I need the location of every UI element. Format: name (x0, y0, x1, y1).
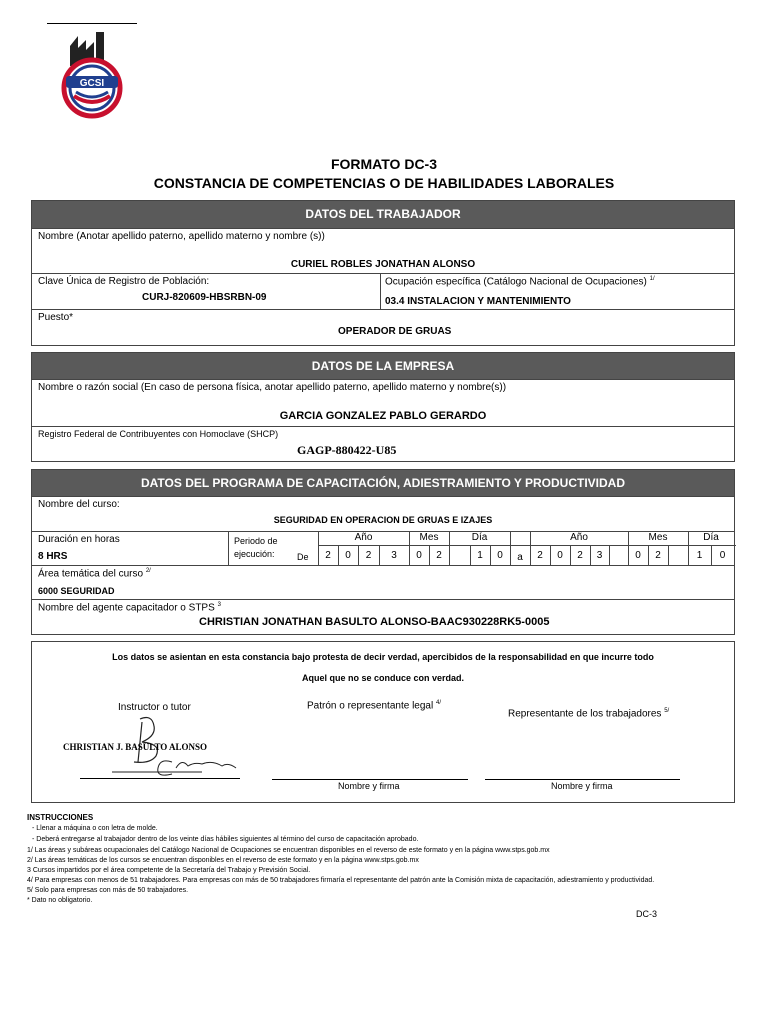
worker-name: CURIEL ROBLES JONATHAN ALONSO (290, 259, 476, 270)
duration-label: Duración en horas (38, 534, 120, 545)
agent-row (32, 600, 734, 636)
start-day-label: Día (471, 532, 488, 543)
grid-hline (530, 545, 736, 546)
start-digit: 2 (436, 550, 442, 561)
worker-section (31, 200, 735, 346)
instructions-title: INSTRUCCIONES (27, 813, 94, 822)
end-digit: 3 (596, 550, 603, 561)
period-label-2: ejecución: (234, 549, 275, 559)
grid-line (609, 545, 610, 566)
instruction-line: 3 Cursos impartidos por el área competente de la Secretaría del Trabajo y Previsión Social. (27, 867, 311, 874)
instructor-label: Instructor o tutor (118, 702, 191, 713)
company-name: GARCIA GONZALEZ PABLO GERARDO (279, 410, 487, 422)
area-value: 6000 SEGURIDAD (38, 586, 115, 596)
rfc-label: Registro Federal de Contribuyentes con Homoclave (SHCP) (38, 429, 279, 439)
footer-code: DC-3 (636, 909, 658, 919)
patron-label: Patrón o representante legal $^{4/}$ (307, 700, 441, 712)
duration-row (32, 532, 734, 566)
protest-line-1: Los datos se asientan en esta constancia bajo protesta de decir verdad, apercibidos de la responsabilidad en que incurre todo (112, 652, 654, 662)
company-rfc-row (32, 427, 734, 463)
area-label: Área temática del curso $^{2/}$ (38, 568, 151, 580)
instruction-line: - Llenar a máquina o con letra de molde. (32, 825, 158, 832)
end-digit: 0 (557, 550, 563, 561)
course-label: Nombre del curso: (38, 499, 120, 510)
company-section (31, 352, 735, 462)
protest-line-2: Aquel que no se conduce con verdad. (301, 673, 465, 683)
duration-divider (228, 532, 229, 566)
rfc-value: GAGP-880422-U85 (297, 443, 397, 457)
worker-name-label: Nombre (Anotar apellido paterno, apellido materno y nombre (s)) (38, 231, 325, 242)
program-section (31, 469, 735, 635)
period-a: a (517, 552, 523, 563)
curp-divider (380, 274, 381, 310)
start-digit: 2 (325, 550, 331, 561)
course-value: SEGURIDAD EN OPERACION DE GRUAS E IZAJES (273, 515, 493, 525)
agent-value: CHRISTIAN JONATHAN BASULTO ALONSO-BAAC930228RK5-0005 (199, 616, 550, 628)
duration-value: 8 HRS (38, 551, 68, 562)
form-subtitle: CONSTANCIA DE COMPETENCIAS O DE HABILIDADES LABORALES (153, 175, 615, 191)
worker-curp-row (32, 274, 734, 310)
course-row (32, 497, 734, 532)
representative-sign-line (485, 779, 680, 780)
company-name-label: Nombre o razón social (En caso de persona física, anotar apellido paterno, apellido materno y nombre(s)) (38, 382, 507, 393)
worker-position-row (32, 310, 734, 347)
representative-label: Representante de los trabajadores $^{5/}$ (508, 708, 670, 720)
end-digit: 2 (577, 550, 583, 561)
end-year-label: Año (570, 532, 588, 543)
start-digit: 0 (416, 550, 422, 561)
instruction-line: 5/ Solo para empresas con más de 50 trabajadores. (27, 887, 189, 894)
start-digit: 1 (477, 550, 483, 561)
instruction-line: - Deberá entregarse al trabajador dentro de los veinte días hábiles siguientes al término del curso de capacitación aprobado. (32, 836, 419, 843)
instructor-sign-line (80, 778, 240, 779)
signature-section (31, 641, 735, 803)
patron-name-sign: Nombre y firma (338, 781, 400, 791)
end-digit: 2 (537, 550, 543, 561)
curp-value: CURJ-820609-HBSRBN-09 (142, 292, 267, 303)
start-digit: 3 (391, 550, 397, 561)
worker-name-row (32, 229, 734, 274)
start-digit: 0 (497, 550, 503, 561)
curp-label: Clave Única de Registro de Población: (38, 276, 210, 287)
position-value: OPERADOR DE GRUAS (338, 326, 452, 337)
program-header: DATOS DEL PROGRAMA DE CAPACITACIÓN, ADIESTRAMIENTO Y PRODUCTIVIDAD (32, 470, 734, 497)
area-row (32, 566, 734, 600)
start-month-label: Mes (419, 532, 439, 543)
instructor-name: CHRISTIAN J. BASULTO ALONSO (63, 742, 208, 752)
logo-text: GCSI (79, 78, 105, 89)
position-label: Puesto* (38, 312, 74, 323)
period-label-1: Periodo de (234, 536, 278, 546)
start-digit: 0 (345, 550, 351, 561)
end-digit: 0 (719, 550, 726, 561)
end-digit: 0 (635, 550, 641, 561)
grid-line (668, 545, 669, 566)
patron-sign-line (272, 779, 468, 780)
logo-top-line (47, 23, 137, 24)
representative-name-sign: Nombre y firma (551, 781, 613, 791)
worker-header: DATOS DEL TRABAJADOR (32, 201, 734, 229)
grid-hline (318, 545, 531, 546)
company-header: DATOS DE LA EMPRESA (32, 353, 734, 380)
instruction-line: 2/ Las áreas temáticas de los cursos se encuentran disponibles en el reverso de este formato y en la página www.stps.gob.mx (27, 857, 419, 864)
end-day-label: Día (703, 532, 719, 543)
occupation-value: 03.4 INSTALACION Y MANTENIMIENTO (385, 296, 571, 307)
occupation-label: Ocupación específica (Catálogo Nacional de Ocupaciones) $^{1/}$ (385, 276, 655, 288)
form-title: FORMATO DC-3 (330, 156, 438, 172)
company-name-row (32, 380, 734, 427)
instruction-line: 4/ Para empresas con menos de 51 trabajadores. Para empresas con más de 50 trabajadores firmaría el representante del patrón ante la Comisión mixta de capacitación, adiestramiento y productividad. (27, 877, 655, 884)
instruction-line: 1/ Las áreas y subáreas ocupacionales del Catálogo Nacional de Ocupaciones se encuentran disponibles en el reverso de este formato y en la página www.stps.gob.mx (27, 847, 550, 854)
instruction-line: * Dato no obligatorio. (27, 897, 93, 904)
end-digit: 2 (655, 550, 661, 561)
start-digit: 2 (365, 550, 372, 561)
end-month-label: Mes (648, 532, 668, 543)
gcsi-logo (52, 26, 132, 126)
start-year-label: Año (354, 532, 373, 543)
end-digit: 1 (696, 550, 703, 561)
period-de: De (297, 552, 309, 562)
agent-label: Nombre del agente capacitador o STPS $^3$ (38, 602, 221, 614)
